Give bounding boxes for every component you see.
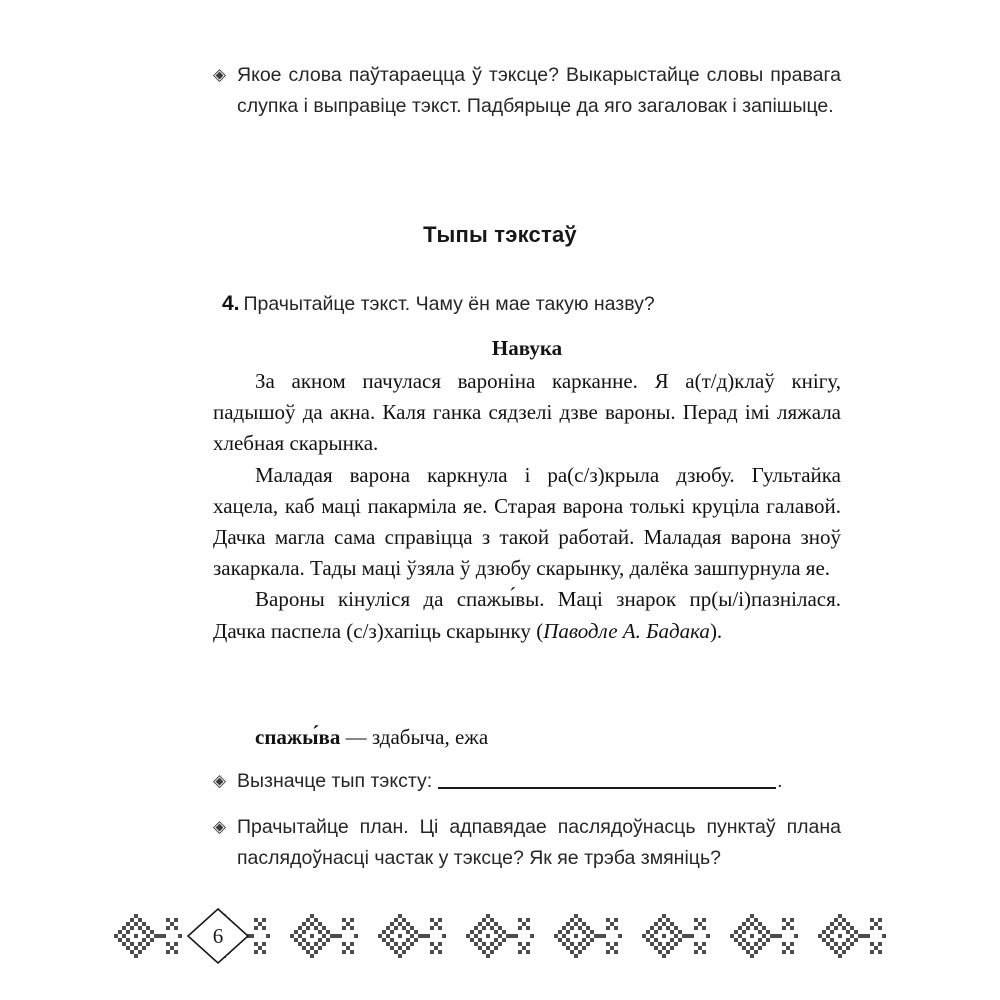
- exercise-instruction-line: [222, 290, 842, 318]
- glossary-definition: здабыча, ежа: [371, 725, 489, 749]
- page-number: 6: [212, 923, 224, 948]
- task-item-text: Якое слова паўтараецца ў тэксце? Выкарыстайце словы правага слупка і выправіце тэкст. Падбярыце да яго загаловак і запішыце.: [237, 64, 841, 117]
- reading-body: [213, 366, 841, 647]
- source-paren-close: ).: [709, 618, 723, 643]
- task-item-repeated-word: [213, 60, 841, 121]
- glossary-note: [213, 722, 841, 753]
- reading-paragraph-3: [213, 584, 841, 646]
- define-label: Вызначце тып тэксту:: [237, 770, 433, 792]
- reading-paragraph-2: Маладая варона каркнула і ра(с/з)крыла дзюбу. Гультайка хацела, каб маці пакарміла яе. Старая варона толькі круціла галавой. Дачка магла сама справіцца з такой работай. Маладая варона зноў закаркала. Тады маці ўзяла ў дзюбу скарынку, далёка зашпурнула яе.: [213, 462, 841, 581]
- source-paren-open: (: [536, 618, 544, 643]
- exercise-number: 4.: [222, 292, 240, 315]
- section-heading: Тыпы тэкстаў: [423, 222, 577, 247]
- task-item-read-plan: [213, 812, 841, 873]
- task-item-text: [237, 766, 853, 797]
- define-trailing-period: .: [777, 770, 783, 792]
- reading-paragraph-3-text: Вароны кінуліся да спажы́вы. Маці знарок пр(ы/і)пазнілася. Дачка паспела (с/з)хапіць скарынку: [213, 587, 841, 643]
- diamond-bullet-icon: ◈: [213, 771, 227, 791]
- task-item-define-text-type: [213, 766, 853, 797]
- glossary-term: спажы́ва: [255, 725, 341, 749]
- answer-blank-wrap[interactable]: [432, 766, 782, 797]
- diamond-bullet-icon: ◈: [213, 817, 227, 837]
- task-item-text: Прачытайце план. Ці адпавядае паслядоўнасць пунктаў плана паслядоўнасці частак у тэксце? Як яе трэба змяніць?: [237, 816, 841, 869]
- exercise-instruction-text: Прачытайце тэкст. Чаму ён мае такую назву?: [243, 293, 655, 315]
- reading-title: Навука: [491, 336, 563, 360]
- answer-blank-line[interactable]: [438, 773, 776, 789]
- glossary-separator: —: [340, 725, 372, 749]
- reading-paragraph-1: За акном пачулася вароніна карканне. Я а(т/д)клаў кнігу, падышоў да акна. Каля ганка сядзелі дзве вароны. Перад імі ляжала хлебная скарынка.: [213, 369, 841, 456]
- diamond-bullet-icon: ◈: [213, 65, 227, 85]
- source-attribution: Паводле А. Бадака: [543, 618, 710, 643]
